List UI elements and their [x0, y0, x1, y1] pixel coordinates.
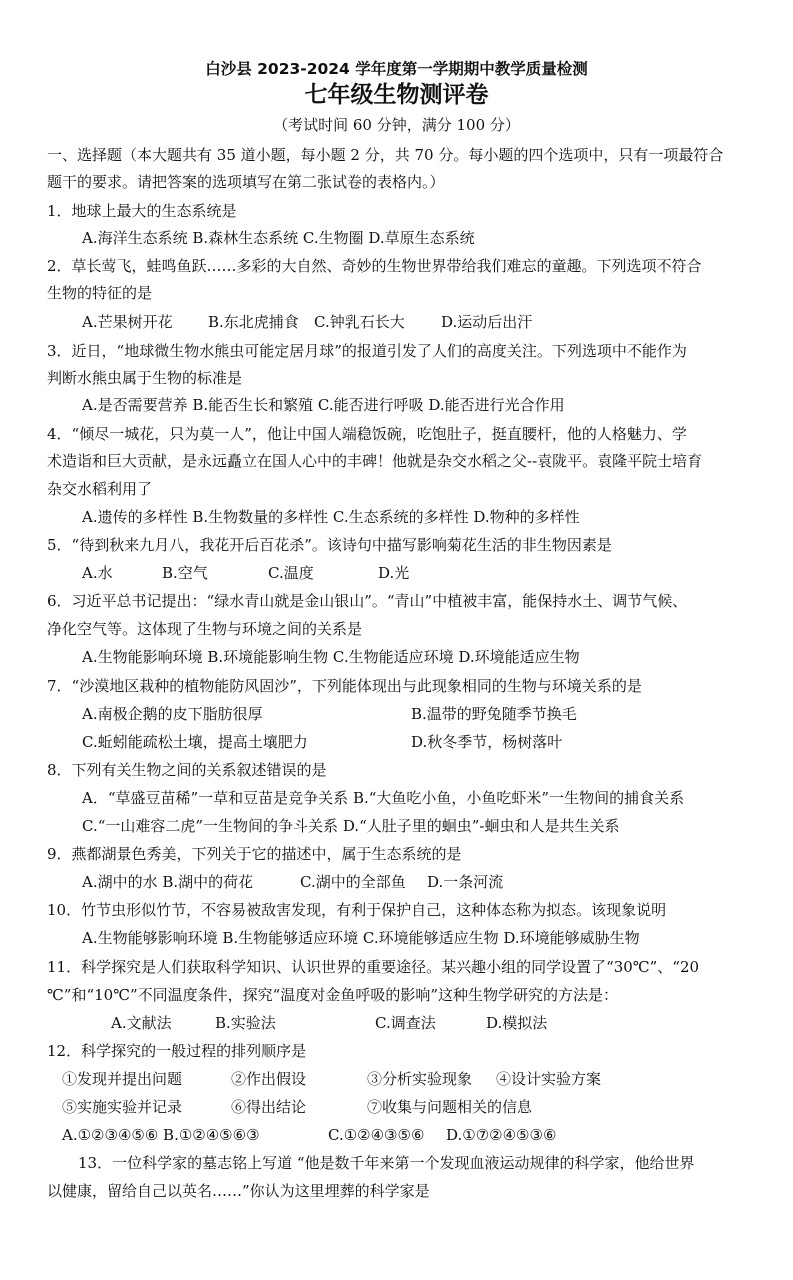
question-12-step-1: ①发现并提出问题: [62, 1070, 183, 1088]
question-10-stem: 10．竹节虫形似竹节，不容易被敌害发现，有利于保护自己，这种体态称为拟态。该现象说明: [47, 901, 667, 919]
question-10-options: A.生物能够影响环境 B.生物能够适应环境 C.环境能够适应生物 D.环境能够威胁生物: [82, 929, 640, 947]
question-12-step-2: ②作出假设: [231, 1070, 307, 1088]
question-12-options-ab: A.①②③④⑤⑥ B.①②④⑤⑥③: [62, 1126, 260, 1144]
question-2-option-d: D.运动后出汗: [441, 313, 533, 331]
question-9-stem: 9．燕都湖景色秀美，下列关于它的描述中，属于生态系统的是: [47, 845, 462, 863]
question-11-option-a: A.文献法: [111, 1014, 172, 1032]
question-12-option-c: C.①②④③⑤⑥: [328, 1126, 425, 1144]
question-7-option-c: C.蚯蚓能疏松土壤，提高土壤肥力: [82, 733, 308, 751]
exam-header-school: 白沙县 2023-2024 学年度第一学期期中教学质量检测: [205, 60, 588, 78]
question-8-stem: 8．下列有关生物之间的关系叙述错误的是: [47, 761, 327, 779]
question-9-options-ab: A.湖中的水 B.湖中的荷花: [82, 873, 254, 891]
question-8-options-line2: C.“一山难容二虎”一生物间的争斗关系 D.“人肚子里的蛔虫”-蛔虫和人是共生关系: [82, 817, 620, 835]
question-11-stem-line1: 11．科学探究是人们获取科学知识、认识世界的重要途径。某兴趣小组的同学设置了“30℃”、“20: [47, 958, 700, 976]
question-9-option-d: D.一条河流: [427, 873, 504, 891]
question-1-options: A.海洋生态系统 B.森林生态系统 C.生物圈 D.草原生态系统: [82, 229, 475, 247]
question-2-stem-line2: 生物的特征的是: [47, 284, 153, 302]
question-13-stem-line2: 以健康，留给自己以英名……”你认为这里埋葬的科学家是: [47, 1182, 430, 1200]
question-12-step-3: ③分析实验现象: [367, 1070, 473, 1088]
question-7-option-a: A.南极企鹅的皮下脂肪很厚: [82, 705, 263, 723]
question-12-stem: 12．科学探究的一般过程的排列顺序是: [47, 1042, 307, 1060]
question-13-stem-line1: 13．一位科学家的墓志铭上写道 “他是数千年来第一个发现血液运动规律的科学家，他给世界: [78, 1154, 695, 1172]
question-2-option-c: C.钟乳石长大: [314, 313, 405, 331]
question-7-option-b: B.温带的野兔随季节换毛: [411, 705, 577, 723]
question-3-stem-line1: 3．近日，“地球微生物水熊虫可能定居月球”的报道引发了人们的高度关注。下列选项中不能作为: [47, 342, 687, 360]
question-3-stem-line2: 判断水熊虫属于生物的标准是: [47, 369, 243, 387]
question-4-options: A.遗传的多样性 B.生物数量的多样性 C.生态系统的多样性 D.物种的多样性: [82, 508, 580, 526]
section-intro-line2: 题干的要求。请把答案的选项填写在第二张试卷的表格内。）: [47, 173, 445, 191]
question-8-options-line1: A．“草盛豆苗稀”一草和豆苗是竞争关系 B.“大鱼吃小鱼，小鱼吃虾米”一生物间的捕食关系: [82, 789, 685, 807]
question-6-stem-line2: 净化空气等。这体现了生物与环境之间的关系是: [47, 620, 363, 638]
question-4-stem-line3: 杂交水稻利用了: [47, 480, 153, 498]
question-12-step-7: ⑦收集与问题相关的信息: [367, 1098, 533, 1116]
question-5-option-d: D.光: [378, 564, 410, 582]
question-7-stem: 7．“沙漠地区栽种的植物能防风固沙”，下列能体现出与此现象相同的生物与环境关系的是: [47, 677, 642, 695]
question-3-options: A.是否需要营养 B.能否生长和繁殖 C.能否进行呼吸 D.能否进行光合作用: [82, 396, 565, 414]
question-2-option-a: A.芒果树开花: [82, 313, 173, 331]
question-7-option-d: D.秋冬季节，杨树落叶: [411, 733, 563, 751]
question-5-option-a: A.水: [82, 564, 113, 582]
question-11-stem-line2: ℃”和“10℃”不同温度条件，探究“温度对金鱼呼吸的影响”这种生物学研究的方法是：: [47, 986, 618, 1004]
question-1-stem: 1．地球上最大的生态系统是: [47, 202, 237, 220]
section-intro-line1: 一、选择题（本大题共有 35 道小题，每小题 2 分，共 70 分。每小题的四个选项中，只有一项最符合: [47, 146, 724, 164]
question-11-option-b: B.实验法: [215, 1014, 276, 1032]
question-12-step-5: ⑤实施实验并记录: [62, 1098, 183, 1116]
question-12-step-6: ⑥得出结论: [231, 1098, 307, 1116]
question-4-stem-line1: 4．“倾尽一城花，只为莫一人”，他让中国人端稳饭碗，吃饱肚子，挺直腰杆，他的人格魅力、学: [47, 425, 687, 443]
question-9-option-c: C.湖中的全部鱼: [300, 873, 406, 891]
question-6-options: A.生物能影响环境 B.环境能影响生物 C.生物能适应环境 D.环境能适应生物: [82, 648, 580, 666]
question-12-option-d: D.①⑦②④⑤③⑥: [446, 1126, 557, 1144]
question-4-stem-line2: 术造诣和巨大贡献，是永远矗立在国人心中的丰碑！他就是杂交水稻之父--袁陇平。袁隆平院士培育: [47, 452, 703, 470]
question-6-stem-line1: 6．习近平总书记提出：“绿水青山就是金山银山”。“青山”中植被丰富，能保持水土、调节气候、: [47, 592, 688, 610]
question-2-stem-line1: 2．草长莺飞，蛙鸣鱼跃……多彩的大自然、奇妙的生物世界带给我们难忘的童趣。下列选项不符合: [47, 257, 702, 275]
question-11-option-d: D.模拟法: [486, 1014, 548, 1032]
question-5-stem: 5．“待到秋来九月八，我花开后百花杀”。该诗句中描写影响菊花生活的非生物因素是: [47, 536, 612, 554]
question-5-option-c: C.温度: [268, 564, 314, 582]
question-11-option-c: C.调查法: [375, 1014, 436, 1032]
exam-title: 七年级生物测评卷: [304, 81, 489, 108]
question-5-option-b: B.空气: [162, 564, 208, 582]
exam-duration: （考试时间 60 分钟，满分 100 分）: [273, 116, 520, 134]
question-2-option-b: B.东北虎捕食: [208, 313, 299, 331]
question-12-step-4: ④设计实验方案: [496, 1070, 602, 1088]
